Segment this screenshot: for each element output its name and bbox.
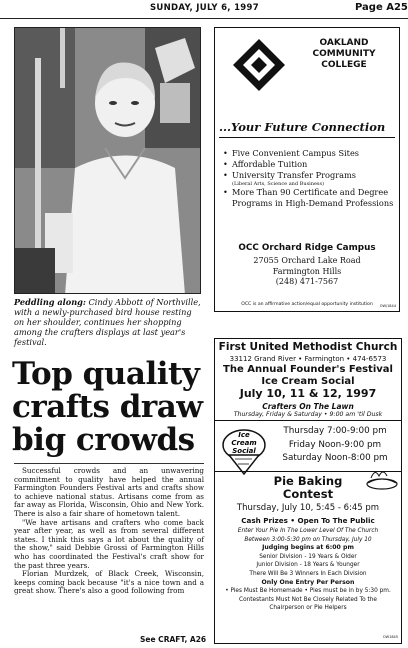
benefit-item: • Affordable Tuition (223, 159, 399, 170)
benefit-item: • Five Convenient Campus Sites (223, 148, 399, 159)
divider (219, 137, 395, 138)
social-hours-item: Friday Noon-9:00 pm (288, 439, 382, 450)
campus-address: 27055 Orchard Lake Road Farmington Hills (248) 471-7567 (253, 256, 361, 286)
college-benefits-list (223, 148, 399, 209)
social-hours-item: Saturday Noon-8:00 pm (282, 453, 388, 463)
photo-caption (14, 297, 204, 347)
benefit-item: • University Transfer Programs (223, 170, 399, 181)
college-advertisement (214, 27, 400, 312)
college-tagline: ...Your Future Connection (219, 120, 386, 134)
pie-icon (365, 466, 399, 492)
contest-date: Thursday, July 10, 5:45 - 6:45 pm (236, 503, 380, 513)
church-name: First United Methodist Church (218, 341, 398, 353)
church-advertisement (214, 338, 402, 644)
college-disclaimer: OCC is an affirmative action/equal opportunity institution (241, 302, 373, 307)
divider (14, 463, 204, 464)
social-hours (271, 425, 399, 466)
ad-code: OW1845 (382, 635, 398, 639)
cone-line: Social (232, 447, 256, 455)
article-paragraph: "We have artisans and crafters who come back year after year, as well as from several different states. I think this says a lot about the quality of the show," said Debbie Grossi of Farmington Hills who has coordinated the Festival's craft show for the past three years. (14, 517, 204, 570)
article-paragraph: Florian Murdzek, of Black Creek, Wisconsin, keeps coming back because "it's a nice town and a great show. There's also a good following from (14, 569, 204, 596)
festival-photo (14, 27, 201, 294)
cone-line: Cream (231, 439, 257, 447)
article-headline: Top quality crafts draw big crowds (12, 356, 203, 458)
crafters-heading: Crafters On The Lawn (262, 402, 354, 411)
ice-cream-cone-icon (219, 425, 269, 475)
social-hours-item: Thursday 7:00-9:00 pm (283, 426, 387, 436)
festival-dates: July 10, 11 & 12, 1997 (239, 387, 377, 400)
caption-lead: Peddling along: (14, 297, 86, 307)
crafters-hours: Thursday, Friday & Saturday • 9:00 am 'til Dusk (233, 411, 383, 418)
pie-contest-title: Pie Baking Contest (273, 474, 343, 501)
college-logo (225, 34, 390, 92)
benefit-item: • More Than 90 Certificate and Degree Programs in High-Demand Professions (223, 187, 399, 209)
article-body (14, 467, 204, 596)
continued-reference: See CRAFT, A26 (140, 635, 207, 644)
contest-rules: Enter Your Pie In The Lower Level Of The Church Between 3:00-5:30 pm on Thursday, July 10 Judging begins at 6:00 pm Senior Division - 19 Years & Older Junior Division - 18 Years & Younger There Will Be 3 Winners In Each Division Only One Entry Per Person • Pies Must Be Homemade • Pies must be in by 5:30 pm. Contestants Must Not Be Closely Related To the Chairperson or Pie Helpers (225, 528, 391, 612)
ad-code: OW/1844 (379, 304, 396, 308)
contest-prizes: Cash Prizes • Open To The Public (241, 516, 375, 525)
church-address: 33112 Grand River • Farmington • 474-6573 (229, 355, 387, 363)
page-number: Page A25 (355, 2, 408, 13)
benefit-subtext: (Liberal Arts, Science and Business) (232, 181, 325, 187)
cone-line: Ice (238, 431, 250, 439)
divider (215, 420, 401, 421)
article-paragraph: Successful crowds and an unwavering commitment to quality have helped the annual Farmington Founders Festival arts and crafts show to achieve national status. Artisans come from as far away as Florida, Wisconsin, Ohio and New York. There is also a fair share of hometown talent. (14, 466, 204, 518)
issue-date: SUNDAY, JULY 6, 1997 (150, 3, 259, 13)
diamond-logo-icon (231, 37, 287, 93)
caption-text: Cindy Abbott of Northville, with a newly-purchased bird house resting on her shoulder, continues her shopping among the crafters displays at last year's festival. (14, 297, 201, 347)
college-name: OAKLAND COMMUNITY COLLEGE (312, 38, 376, 70)
festival-title: The Annual Founder's Festival Ice Cream Social (223, 364, 393, 387)
campus-name: OCC Orchard Ridge Campus (238, 243, 376, 253)
